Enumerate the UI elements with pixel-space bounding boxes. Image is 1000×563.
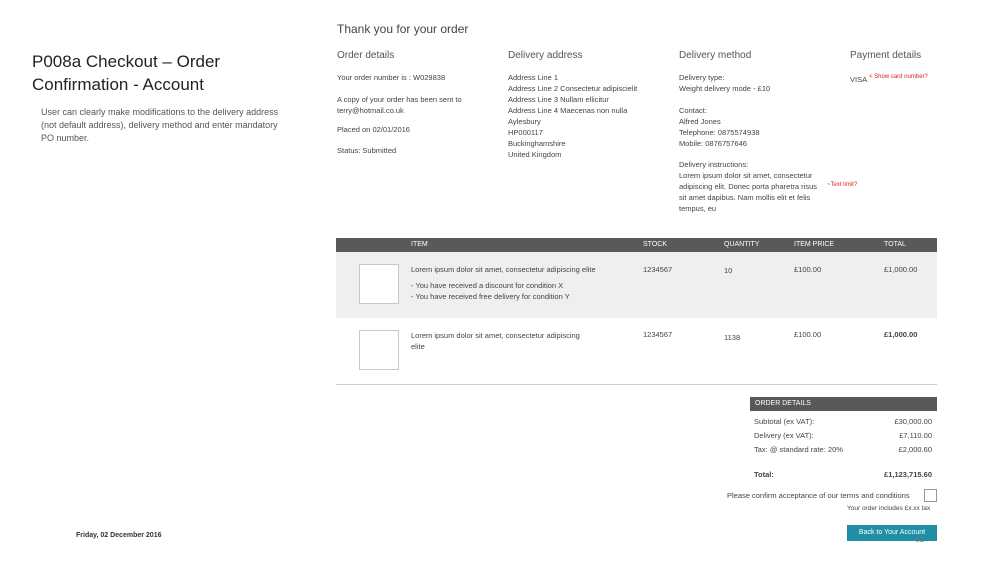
tax-value: £2,000.60 bbox=[898, 445, 932, 454]
item-stock: 1234567 bbox=[643, 265, 673, 274]
order-summary-heading: ORDER DETAILS bbox=[750, 397, 937, 411]
address-line: Address Line 4 Maecenas non nulla bbox=[508, 106, 628, 115]
order-details-heading: Order details bbox=[337, 50, 395, 61]
total-value: £1,123,715.60 bbox=[884, 470, 932, 479]
page-number: 61 bbox=[915, 535, 924, 544]
header-item: ITEM bbox=[411, 241, 428, 248]
delivery-instructions-text: Lorem ipsum dolor sit amet, consectetur adipiscing elit. Donec porta pharetra risus sit amet dapibus. Nam mollis elit et felis tempus, eu bbox=[679, 171, 817, 213]
item-price: £100.00 bbox=[794, 330, 822, 339]
payment-card-type: VISA bbox=[850, 75, 868, 84]
item-total: £1,000.00 bbox=[884, 330, 918, 339]
header-item-price: ITEM PRICE bbox=[794, 241, 835, 248]
tax-row bbox=[754, 445, 932, 454]
terms-checkbox[interactable] bbox=[924, 489, 937, 502]
address-line: Aylesbury bbox=[508, 117, 541, 126]
header-total: TOTAL bbox=[884, 241, 906, 248]
vat-note: Your order includes £x.xx tax bbox=[847, 505, 931, 512]
contact-name: Alfred Jones bbox=[679, 117, 721, 126]
delivery-method-heading: Delivery method bbox=[679, 50, 752, 61]
product-thumbnail[interactable] bbox=[359, 330, 399, 370]
delivery-label: Delivery (ex VAT): bbox=[754, 431, 814, 440]
address-line: Address Line 1 bbox=[508, 73, 559, 82]
item-stock: 1234567 bbox=[643, 330, 673, 339]
delivery-address-block bbox=[508, 72, 637, 160]
order-copy-sent: A copy of your order has been sent to terry@hotmail.co.uk bbox=[337, 95, 462, 115]
address-line: United Kingdom bbox=[508, 150, 562, 159]
delivery-instructions-label: Delivery instructions: bbox=[679, 160, 749, 169]
show-card-number-note: < Show card number? bbox=[869, 74, 928, 80]
delivery-type-value: Weight delivery mode - £10 bbox=[679, 84, 771, 93]
thank-you-heading: Thank you for your order bbox=[337, 22, 469, 36]
product-thumbnail[interactable] bbox=[359, 264, 399, 304]
text-limit-note: ~Text limit? bbox=[827, 182, 858, 188]
subtotal-value: £30,000.00 bbox=[894, 417, 932, 426]
contact-mobile: Mobile: 0876757646 bbox=[679, 139, 747, 148]
total-row bbox=[754, 470, 932, 479]
subtotal-row bbox=[754, 417, 932, 426]
header-stock: STOCK bbox=[643, 241, 667, 248]
back-to-account-button[interactable]: Back to Your Account bbox=[847, 525, 937, 541]
delivery-address-heading: Delivery address bbox=[508, 50, 583, 61]
delivery-value: £7,110.00 bbox=[899, 431, 932, 440]
header-quantity: QUANTITY bbox=[724, 241, 760, 248]
terms-label: Please confirm acceptance of our terms and conditions bbox=[727, 491, 910, 500]
page-title: P008a Checkout – Order Confirmation - Account bbox=[32, 52, 221, 94]
item-total: £1,000.00 bbox=[884, 265, 918, 274]
item-description: Lorem ipsum dolor sit amet, consectetur adipiscing elite bbox=[411, 265, 596, 274]
total-label: Total: bbox=[754, 470, 774, 479]
order-placed-on: Placed on 02/01/2016 bbox=[337, 125, 410, 134]
address-line: Buckinghamshire bbox=[508, 139, 566, 148]
address-line: Address Line 2 Consectetur adipiscielit bbox=[508, 84, 638, 93]
subtotal-label: Subtotal (ex VAT): bbox=[754, 417, 815, 426]
page-date: Friday, 02 December 2016 bbox=[76, 532, 162, 539]
item-quantity: 1138 bbox=[724, 333, 741, 342]
contact-label: Contact: bbox=[679, 106, 707, 115]
contact-telephone: Telephone: 0875574938 bbox=[679, 128, 760, 137]
address-line: HP000117 bbox=[508, 128, 543, 137]
delivery-row bbox=[754, 431, 932, 440]
item-note-free-delivery: - You have received free delivery for condition Y bbox=[411, 292, 570, 301]
items-table-header bbox=[336, 238, 937, 252]
order-number: Your order number is : W029838 bbox=[337, 73, 446, 82]
page-description: User can clearly make modifications to the delivery address (not default address), delivery method and enter mandatory PO number. bbox=[41, 107, 279, 143]
item-note-discount: - You have received a discount for condition X bbox=[411, 281, 564, 290]
order-status: Status: Submitted bbox=[337, 146, 397, 155]
divider bbox=[336, 384, 937, 385]
item-quantity: 10 bbox=[724, 266, 733, 275]
item-price: £100.00 bbox=[794, 265, 822, 274]
payment-details-heading: Payment details bbox=[850, 50, 922, 61]
tax-label: Tax: @ standard rate: 20% bbox=[754, 445, 843, 454]
address-line: Address Line 3 Nullam ellicitur bbox=[508, 95, 609, 104]
delivery-type-label: Delivery type: bbox=[679, 73, 725, 82]
item-description: Lorem ipsum dolor sit amet, consectetur adipiscing elite bbox=[411, 331, 580, 351]
